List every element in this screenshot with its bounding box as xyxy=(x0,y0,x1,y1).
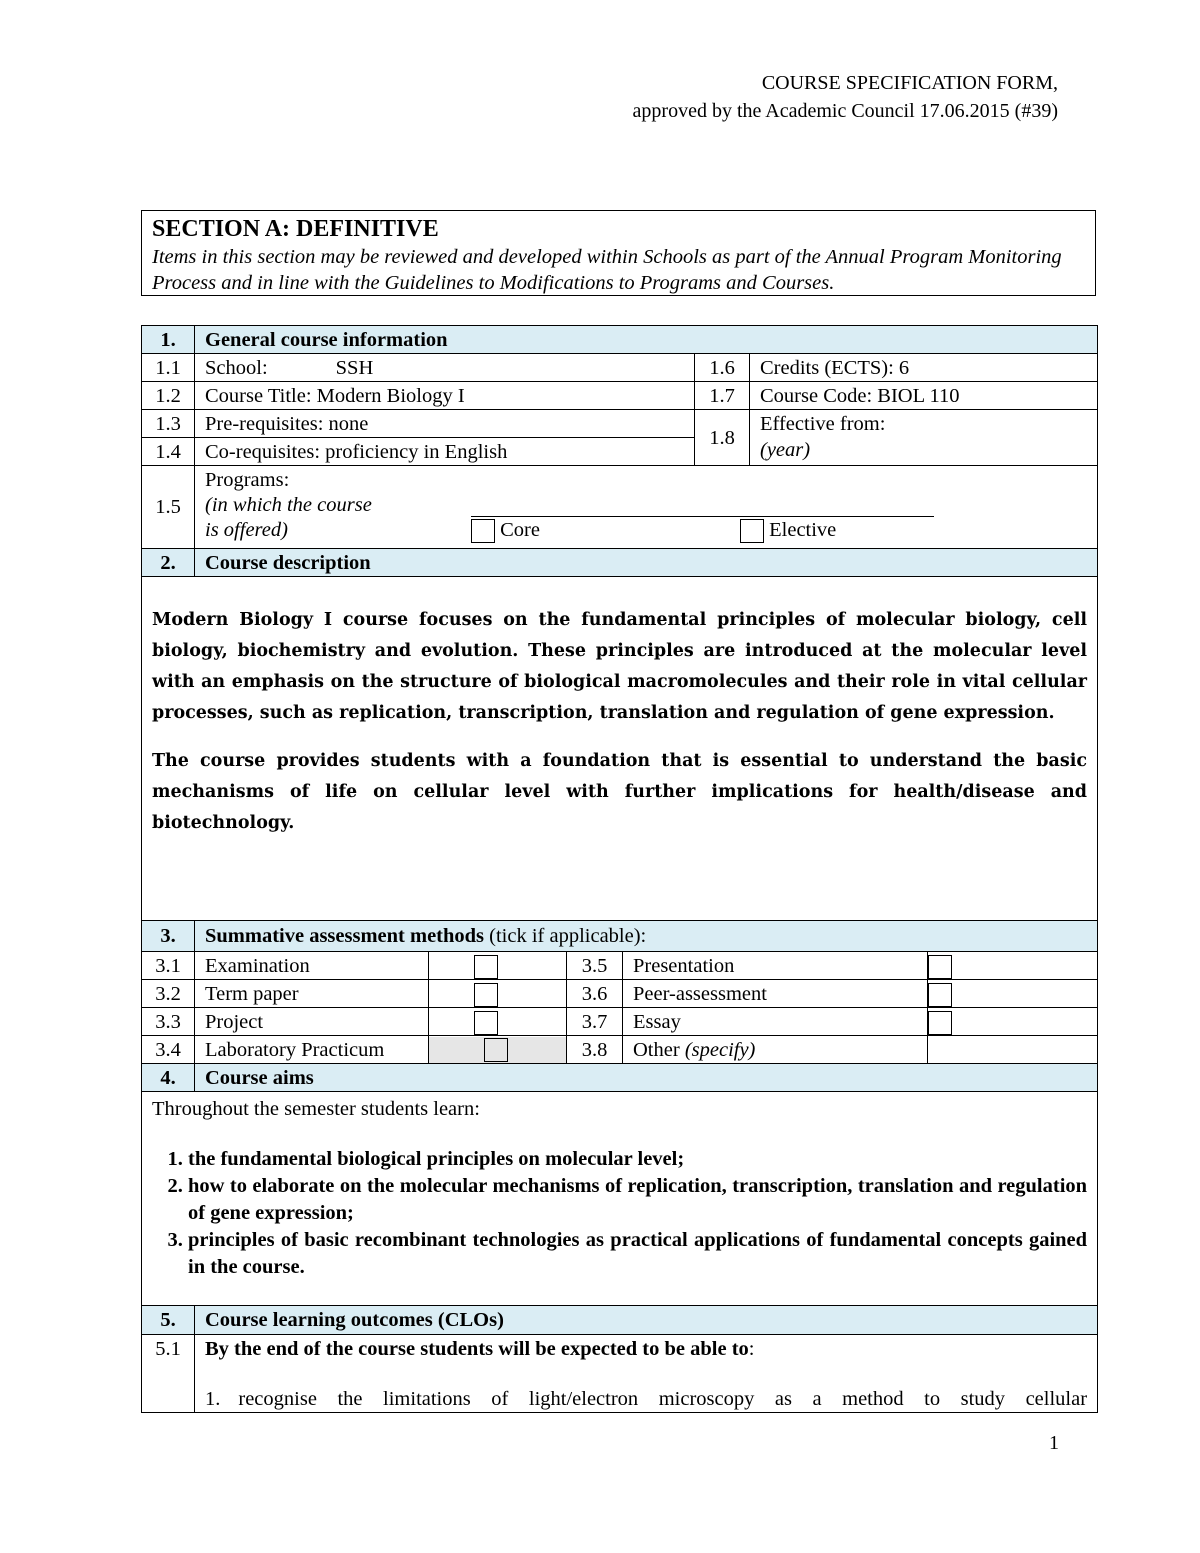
assessment-table xyxy=(141,920,1098,1413)
section-5-number: 5. xyxy=(142,1306,195,1335)
row-number: 1.2 xyxy=(142,382,195,410)
specify-note: (specify) xyxy=(684,1038,756,1061)
row-number: 3.6 xyxy=(567,980,623,1008)
row-number: 1.6 xyxy=(695,354,750,382)
section-3-number: 3. xyxy=(142,921,195,952)
row-number: 1.8 xyxy=(695,410,750,466)
clo-item-text: recognise the limitations of light/electron microscopy as a method to study cellular xyxy=(238,1388,1088,1411)
assessment-label: Examination xyxy=(195,952,429,980)
credits: Credits (ECTS): 6 xyxy=(750,354,1098,382)
form-title: COURSE SPECIFICATION FORM, xyxy=(761,72,1058,94)
assessment-label: Other xyxy=(633,1038,680,1061)
effective-from-cell xyxy=(750,410,1098,466)
checkbox-cell[interactable] xyxy=(429,1008,567,1036)
elective-checkbox[interactable] xyxy=(740,519,764,543)
assessment-label: Essay xyxy=(623,1008,928,1036)
programs-note-2: is offered) xyxy=(205,519,288,541)
pre-requisites: Pre-requisites: none xyxy=(195,410,695,438)
section-1-number: 1. xyxy=(142,326,195,354)
shaded-field xyxy=(429,1037,567,1063)
row-number: 1.3 xyxy=(142,410,195,438)
programs-note-1: (in which the course xyxy=(205,494,372,516)
examination-checkbox[interactable] xyxy=(474,955,498,979)
clo-item-number: 1. xyxy=(205,1388,221,1411)
section-4-title: Course aims xyxy=(195,1064,1098,1092)
course-code: Course Code: BIOL 110 xyxy=(750,382,1098,410)
checkbox-cell[interactable] xyxy=(429,952,567,980)
programs-cell xyxy=(195,466,1098,549)
checkbox-cell[interactable] xyxy=(429,980,567,1008)
aims-list xyxy=(152,1146,1087,1281)
section-3-note: (tick if applicable): xyxy=(484,925,647,947)
aim-item: 3. principles of basic recombinant technologies as practical applications of fundamental concepts gained in the course. xyxy=(188,1227,1087,1281)
core-checkbox[interactable] xyxy=(471,519,495,543)
course-aims xyxy=(142,1092,1098,1306)
laboratory-checkbox[interactable] xyxy=(484,1038,508,1062)
checkbox-cell[interactable] xyxy=(928,952,1098,980)
assessment-label: Peer-assessment xyxy=(623,980,928,1008)
row-number: 3.4 xyxy=(142,1036,195,1064)
section-3-title: Summative assessment methods xyxy=(205,925,485,947)
school-label: School: xyxy=(205,356,268,379)
section-5-title: Course learning outcomes (CLOs) xyxy=(195,1306,1098,1335)
aims-intro: Throughout the semester students learn: xyxy=(152,1098,480,1121)
row-number: 1.1 xyxy=(142,354,195,382)
school-value: SSH xyxy=(335,356,374,379)
section-4-number: 4. xyxy=(142,1064,195,1092)
checkbox-cell[interactable] xyxy=(928,980,1098,1008)
section-a-title: SECTION A: DEFINITIVE xyxy=(152,216,439,242)
section-2-number: 2. xyxy=(142,549,195,577)
section-2-title: Course description xyxy=(195,549,1098,577)
description-paragraph-1: Modern Biology I course focuses on the fundamental principles of molecular biology, cell biology, biochemistry and evolution. These principles are introduced at the molecular level with an emphasis on the structure of biological macromolecules and their role in vital cellular processes, such as replication, transcription, translation and regulation of gene expression. xyxy=(152,610,1088,723)
row-number: 3.5 xyxy=(567,952,623,980)
row-number: 1.5 xyxy=(142,466,195,549)
checkbox-cell[interactable] xyxy=(429,1036,567,1064)
empty-cell xyxy=(928,1036,1098,1064)
row-number: 1.7 xyxy=(695,382,750,410)
assessment-label: Term paper xyxy=(195,980,429,1008)
clo-item-1 xyxy=(205,1386,1087,1412)
aim-item: 2. how to elaborate on the molecular mechanisms of replication, transcription, translation and regulation of gene expression; xyxy=(188,1173,1087,1227)
section-a-description: Items in this section may be reviewed and developed within Schools as part of the Annual Program Monitoring Process and in line with the Guidelines to Modifications to Programs and Courses. xyxy=(152,246,1062,294)
programs-label: Programs: xyxy=(205,469,290,491)
clo-lead-line: By the end of the course students will be expected to be able to: xyxy=(205,1338,755,1361)
core-label: Core xyxy=(500,519,540,541)
effective-from-label: Effective from: xyxy=(760,413,886,435)
section-3-title-cell xyxy=(195,921,1098,952)
effective-year: (year) xyxy=(760,439,811,461)
project-checkbox[interactable] xyxy=(474,1011,498,1035)
row-number: 3.7 xyxy=(567,1008,623,1036)
row-number: 3.1 xyxy=(142,952,195,980)
checkbox-cell[interactable] xyxy=(928,1008,1098,1036)
school-cell xyxy=(195,354,695,382)
assessment-label: Project xyxy=(195,1008,429,1036)
peer-assessment-checkbox[interactable] xyxy=(928,983,952,1007)
elective-option[interactable] xyxy=(740,518,836,543)
approval-note: approved by the Academic Council 17.06.2015 (#39) xyxy=(632,100,1058,122)
aim-item: 1. the fundamental biological principles on molecular level; xyxy=(188,1146,1087,1173)
row-number: 3.3 xyxy=(142,1008,195,1036)
general-info-table xyxy=(141,325,1098,921)
row-number: 1.4 xyxy=(142,438,195,466)
course-description xyxy=(142,577,1098,921)
clo-lead: By the end of the course students will be expected to be able to xyxy=(205,1338,749,1361)
clo-cell xyxy=(195,1335,1098,1413)
description-paragraph-2: The course provides students with a foundation that is essential to understand the basic mechanisms of life on cellular level with further implications for health/disease and biotechnology. xyxy=(152,751,1088,833)
course-title: Course Title: Modern Biology I xyxy=(195,382,695,410)
other-cell xyxy=(623,1036,928,1064)
row-number: 5.1 xyxy=(142,1335,195,1413)
programs-underline xyxy=(471,516,934,517)
term-paper-checkbox[interactable] xyxy=(474,983,498,1007)
elective-label: Elective xyxy=(769,519,837,541)
page-number: 1 xyxy=(1049,1432,1059,1454)
essay-checkbox[interactable] xyxy=(928,1011,952,1035)
assessment-label: Presentation xyxy=(623,952,928,980)
core-option[interactable] xyxy=(471,518,540,543)
section-1-title: General course information xyxy=(195,326,1098,354)
section-a-box xyxy=(141,210,1096,296)
row-number: 3.8 xyxy=(567,1036,623,1064)
row-number: 3.2 xyxy=(142,980,195,1008)
presentation-checkbox[interactable] xyxy=(928,955,952,979)
co-requisites: Co-requisites: proficiency in English xyxy=(195,438,695,466)
assessment-label: Laboratory Practicum xyxy=(195,1036,429,1064)
